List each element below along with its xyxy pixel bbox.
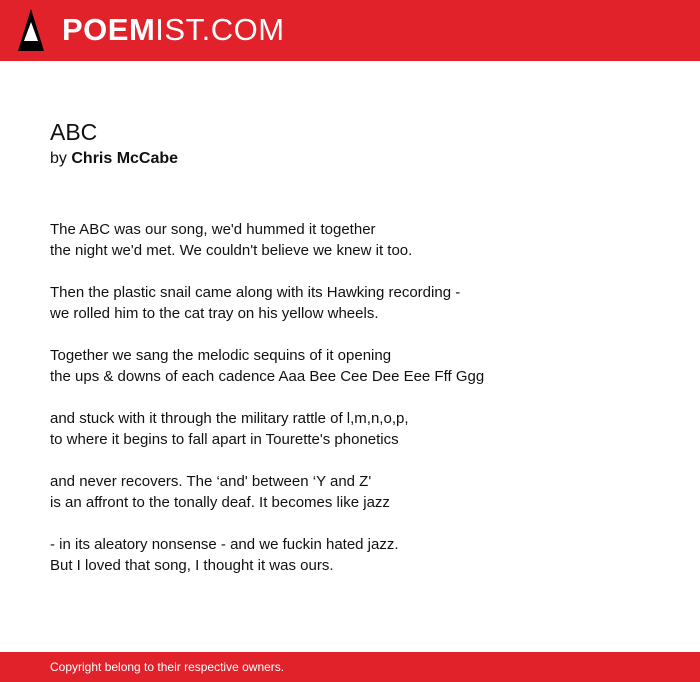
poem-line: But I loved that song, I thought it was ours. [50,557,334,574]
poem-line: Then the plastic snail came along with its Hawking recording - [50,284,461,301]
poem-line: to where it begins to fall apart in Tourette's phonetics [50,431,399,448]
poem-title: ABC [50,119,98,145]
poem-line: the ups & downs of each cadence Aaa Bee Cee Dee Eee Fff Ggg [50,368,485,385]
site-header [0,0,700,61]
stanza [50,345,670,387]
poem-line: and never recovers. The ‘and' between ‘Y and Z' [50,473,372,490]
poem-line: and stuck with it through the military rattle of l,m,n,o,p, [50,410,409,427]
byline-prefix: by [50,150,67,167]
poem-author: Chris McCabe [71,150,179,167]
stanza [50,219,670,261]
poem-line: we rolled him to the cat tray on his yellow wheels. [50,305,379,322]
stanza [50,534,670,576]
site-logo-text[interactable] [62,12,285,48]
poem-byline [50,149,178,169]
poem-line: The ABC was our song, we'd hummed it together [50,221,376,238]
poem-line: is an affront to the tonally deaf. It becomes like jazz [50,494,390,511]
poem-line: Together we sang the melodic sequins of it opening [50,347,392,364]
stanza [50,471,670,513]
stanza [50,408,670,450]
site-footer [0,652,700,682]
pencil-icon[interactable] [18,9,44,51]
poem-line: the night we'd met. We couldn't believe we knew it too. [50,242,413,259]
stanza [50,282,670,324]
copyright-text: Copyright belong to their respective owners. [50,660,285,674]
poem-line: - in its aleatory nonsense - and we fuckin hated jazz. [50,536,399,553]
brand-light-part: IST.COM [155,12,285,47]
brand-bold-part: POEM [62,12,156,47]
poem-body [50,219,670,597]
